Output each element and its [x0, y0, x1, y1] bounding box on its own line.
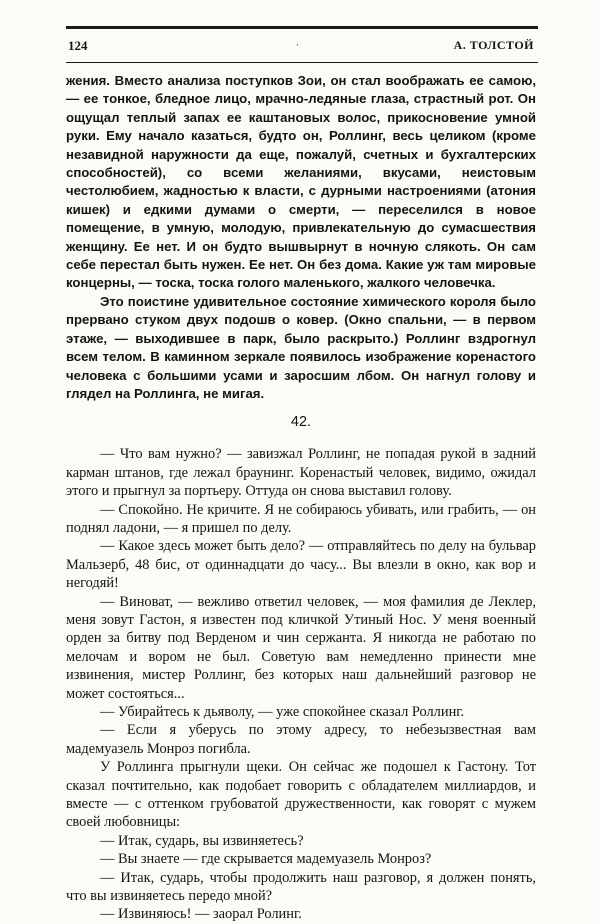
dialogue-paragraph: — Итак, сударь, вы извиняетесь? [100, 832, 304, 849]
dialogue-paragraph: — Убирайтесь к дьяволу, — уже спокойнее сказал Роллинг. [100, 704, 465, 720]
chapter-number: 42. [290, 414, 312, 431]
dialogue-paragraph: — Что вам нужно? — завизжал Роллинг, не попадая рукой в задний карман штанов, где лежал браунинг. Коренастый человек, видимо, ожидал этого и прыгнул за портьеру. Оттуда он снова выставил голову. [66, 446, 536, 500]
paragraph: Это поистине удивительное состояние химического короля было прервано стуком двух подошв о ковер. (Окно спальни, — в первом этаже, — выходившее в парк, было раскрыто.) Роллинг вздрогнул всем телом. В каминном зеркале появилось изображение коренастого человека с большими усами и заросшим лбом. Он нагнул голову и глядел на Роллинга, не мигая. [66, 293, 536, 401]
dialogue-paragraph: — Виноват, — вежливо ответил человек, — моя фамилия де Леклер, меня зовут Гастон, я известен под кличкой Утиный Нос. У меня военный орден за битву под Верденом и чин сержанта. Я никогда не работаю по мелочам и вором не был. Советую вам немедленно принести мне извинения, мистер Роллинг, без которых наш дальнейший разговор не может состояться... [66, 593, 536, 702]
dialogue-paragraph: — Спокойно. Не кричите. Я не собираюсь убивать, или грабить, — он поднял ладони, — я пришел по делу. [66, 501, 536, 536]
page-number: 124 [68, 38, 88, 53]
dialogue-paragraph: — Вы знаете — где скрывается мадемуазель Монроз? [100, 851, 432, 868]
header-rule-bottom [66, 62, 538, 63]
dialogue-paragraph: — Если я уберусь по этому адресу, то небезызвестная вам мадемуазель Монроз погибла. [66, 722, 536, 757]
dialogue-paragraph: — Итак, сударь, чтобы продолжить наш разговор, я должен понять, что вы извиняетесь передо мной? [66, 869, 536, 905]
paragraph: жения. Вместо анализа поступков Зои, он стал воображать ее самою, — ее тонкое, бледное лицо, мрачно-ледяные глаза, страстный рот. Он ощущал теплый запах ее каштановых волос, прикосновение умной руки. Ему начало казаться, будто он, Роллинг, весь целиком (кроме незавидной наружности да еще, пожалуй, счетных и бухгалтерских способностей), со всеми желаниями, вкусами, неистовым честолюбием, жадностью к власти, с дурными настроениями (атония кишек) и едкими думами о смерти, — переселился в новое помещение, в умную, молодую, привлекательную до сумасшествия женщину. Ее нет. И он будто вышвырнут в ночную слякоть. Он сам себе перестал быть нужен. Ее нет. Он без дома. Какие уж там мировые концерны, — тоска, тоска голого маленького, жалкого человечка. [66, 73, 536, 291]
page-body [66, 72, 536, 924]
header-rule-top [66, 26, 538, 29]
narrative-paragraph: У Роллинга прыгнули щеки. Он сейчас же подошел к Гастону. Тот сказал почтительно, как подобает говорить с обладателем миллиардов, и вместе — с оттенком грубоватой дружественности, как говорят с мужем своей любовницы: [66, 759, 536, 831]
header-separator: · [296, 40, 299, 50]
running-head-author: А. ТОЛСТОЙ [453, 38, 534, 52]
dialogue-paragraph: — Какое здесь может быть дело? — отправляйтесь по делу на бульвар Мальзерб, 48 бис, от одиннадцати до часу... Вы влезли в окно, как вор и негодяй! [66, 538, 536, 592]
dialogue-paragraph: — Извиняюсь! — заорал Ролинг. [100, 906, 302, 923]
